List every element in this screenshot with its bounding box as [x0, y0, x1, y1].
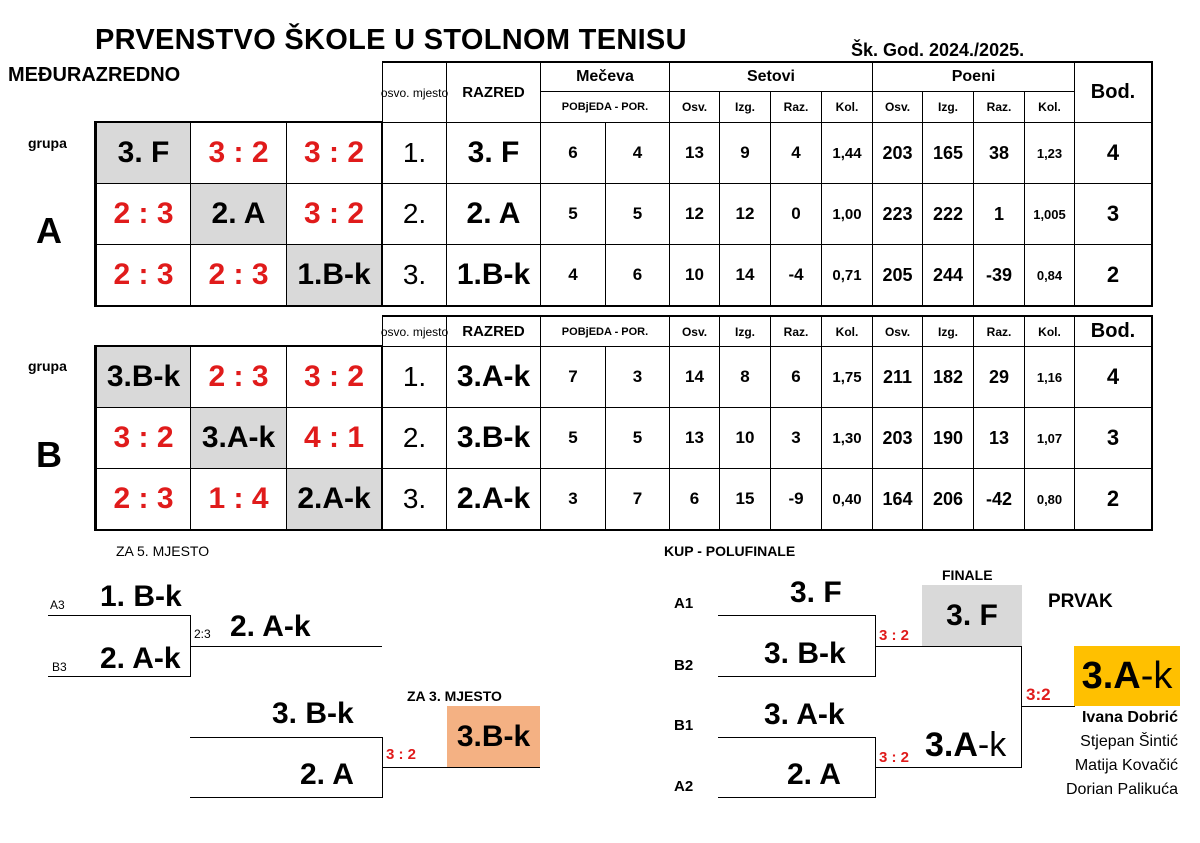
header-points-kol: Kol.: [1024, 316, 1075, 347]
matrix-b-top-border: [94, 345, 382, 347]
bracket-line: [190, 737, 383, 738]
cell-p-raz: 1: [973, 183, 1025, 245]
matrix-cell: 3 : 2: [96, 407, 191, 469]
cell-p-osv: 223: [872, 183, 923, 245]
cell-s-raz: -4: [770, 244, 822, 306]
cell-s-raz: 6: [770, 346, 822, 408]
champion-suffix: -k: [1140, 654, 1173, 697]
cell-s-izg: 8: [719, 346, 771, 408]
matrix-cell: 2 : 3: [96, 183, 191, 245]
champion-main: 3.A: [1081, 654, 1141, 697]
bracket-line: [190, 797, 383, 798]
table-a-bottom-border: [94, 305, 1153, 307]
header-sets-raz: Raz.: [770, 91, 822, 123]
cell-p-izg: 244: [922, 244, 974, 306]
cell-s-raz: 4: [770, 122, 822, 184]
header-points: Poeni: [872, 62, 1075, 92]
bracket-line: [48, 676, 191, 677]
cell-class: 3. F: [446, 122, 541, 184]
semi-winner: [925, 726, 1006, 765]
cell-bod: 3: [1074, 407, 1152, 469]
player-name: Dorian Palikuća: [1065, 781, 1178, 798]
header-points-izg: Izg.: [922, 91, 974, 123]
cell-lost: 5: [605, 407, 670, 469]
cell-won: 7: [540, 346, 606, 408]
header-sets-izg: Izg.: [719, 316, 771, 347]
final-score: 3:2: [1026, 685, 1051, 704]
cell-s-kol: 1,30: [821, 407, 873, 469]
bracket-team: 3. F: [790, 576, 842, 609]
matrix-b-left-border: [94, 345, 96, 531]
bracket-line: [718, 737, 876, 738]
matrix-cell: 1 : 4: [190, 468, 287, 530]
cell-p-raz: -39: [973, 244, 1025, 306]
cell-lost: 7: [605, 468, 670, 530]
cell-s-osv: 14: [669, 346, 720, 408]
table-b-right-border: [1151, 315, 1153, 531]
bracket-seed-label: B3: [52, 660, 67, 674]
cell-p-kol: 0,80: [1024, 468, 1075, 530]
bracket-team: 3. A-k: [764, 698, 845, 731]
cell-p-kol: 1,07: [1024, 407, 1075, 469]
header-sets-raz: Raz.: [770, 316, 822, 347]
cell-place: 1.: [382, 122, 447, 184]
cell-bod: 4: [1074, 346, 1152, 408]
bracket-score: 3 : 2: [879, 627, 910, 644]
cell-s-osv: 10: [669, 244, 720, 306]
cell-p-osv: 211: [872, 346, 923, 408]
semi-winner-main: 3.A: [925, 726, 978, 764]
cell-p-kol: 1,16: [1024, 346, 1075, 408]
cell-p-osv: 203: [872, 407, 923, 469]
cell-lost: 5: [605, 183, 670, 245]
cell-s-kol: 1,44: [821, 122, 873, 184]
final-team: 3. F: [922, 585, 1022, 646]
bracket-line: [718, 615, 876, 616]
header-points-osv: Osv.: [872, 91, 923, 123]
bracket-seed-label: A3: [50, 598, 65, 612]
bracket-line: [875, 767, 1021, 768]
cell-s-izg: 12: [719, 183, 771, 245]
page-title: PRVENSTVO ŠKOLE U STOLNOM TENISU: [95, 24, 687, 56]
table-b-top-border: [382, 315, 1153, 317]
matrix-cell: 3 : 2: [286, 183, 382, 245]
cell-s-raz: 3: [770, 407, 822, 469]
bracket-line: [190, 646, 382, 647]
cell-s-izg: 10: [719, 407, 771, 469]
cell-s-raz: 0: [770, 183, 822, 245]
cell-p-raz: 38: [973, 122, 1025, 184]
school-year: Šk. God. 2024./2025.: [851, 40, 1025, 60]
third-place-winner: 3.B-k: [447, 706, 540, 767]
cell-s-osv: 13: [669, 122, 720, 184]
matrix-a-top-border: [94, 121, 382, 123]
player-name: Ivana Dobrić: [1081, 709, 1178, 726]
matrix-cell: 2 : 3: [190, 346, 287, 408]
cell-class: 3.B-k: [446, 407, 541, 469]
group-b-letter: B: [36, 434, 62, 475]
header-sets-kol: Kol.: [821, 91, 873, 123]
champion-box: [1074, 646, 1180, 706]
cell-bod: 4: [1074, 122, 1152, 184]
matrix-cell: 2. A: [190, 183, 287, 245]
cell-s-izg: 15: [719, 468, 771, 530]
bracket-seed-label: A1: [674, 595, 694, 612]
bracket-team: 2. A: [787, 758, 841, 791]
header-points-kol: Kol.: [1024, 91, 1075, 123]
header-points-total: Bod.: [1074, 62, 1152, 123]
matrix-cell: 3.A-k: [190, 407, 287, 469]
bracket-line: [48, 615, 191, 616]
bracket-seed-label: B1: [674, 717, 694, 734]
third-place-title: ZA 3. MJESTO: [407, 688, 502, 704]
bracket-winner: 2. A-k: [230, 610, 311, 643]
matrix-cell: 3 : 2: [286, 122, 382, 184]
table-a-top-border: [382, 61, 1153, 63]
champion-title: PRVAK: [1048, 591, 1113, 612]
header-class: RAZRED: [446, 316, 541, 347]
cell-lost: 4: [605, 122, 670, 184]
cell-place: 3.: [382, 468, 447, 530]
header-points-raz: Raz.: [973, 316, 1025, 347]
cell-s-izg: 9: [719, 122, 771, 184]
cell-p-kol: 1,005: [1024, 183, 1075, 245]
cell-s-kol: 1,75: [821, 346, 873, 408]
header-points-raz: Raz.: [973, 91, 1025, 123]
header-points-izg: Izg.: [922, 316, 974, 347]
player-name: Matija Kovačić: [1074, 757, 1178, 774]
cell-place: 1.: [382, 346, 447, 408]
matrix-cell: 2.A-k: [286, 468, 382, 530]
cell-p-kol: 0,84: [1024, 244, 1075, 306]
header-matches-sub: POBjEDA - POR.: [540, 316, 670, 347]
header-sets-osv: Osv.: [669, 316, 720, 347]
cell-s-kol: 0,71: [821, 244, 873, 306]
matrix-cell: 2 : 3: [190, 244, 287, 306]
header-sets-kol: Kol.: [821, 316, 873, 347]
cell-won: 4: [540, 244, 606, 306]
header-points-total: Bod.: [1074, 316, 1152, 347]
cell-p-izg: 222: [922, 183, 974, 245]
matrix-cell: 1.B-k: [286, 244, 382, 306]
bracket-line: [875, 646, 1021, 647]
header-place: osvo. mjesto: [382, 62, 447, 123]
bracket-team: 2. A: [300, 758, 354, 791]
cell-class: 2. A: [446, 183, 541, 245]
cell-p-izg: 182: [922, 346, 974, 408]
matrix-cell: 2 : 3: [96, 244, 191, 306]
cell-won: 3: [540, 468, 606, 530]
bracket-score: 3 : 2: [879, 749, 910, 766]
final-title: FINALE: [942, 567, 993, 583]
cell-p-osv: 205: [872, 244, 923, 306]
cell-p-kol: 1,23: [1024, 122, 1075, 184]
cell-won: 5: [540, 183, 606, 245]
header-place: osvo. mjesto: [382, 316, 447, 347]
matrix-cell: 4 : 1: [286, 407, 382, 469]
cell-class: 1.B-k: [446, 244, 541, 306]
header-sets-osv: Osv.: [669, 91, 720, 123]
cell-place: 2.: [382, 183, 447, 245]
player-name: Stjepan Šintić: [1080, 733, 1178, 750]
header-class: RAZRED: [446, 62, 541, 123]
cell-lost: 3: [605, 346, 670, 408]
cell-bod: 2: [1074, 468, 1152, 530]
matrix-a-left-border: [94, 121, 96, 307]
group-b-label: grupa: [28, 358, 67, 374]
bracket-team: 2. A-k: [100, 642, 181, 675]
header-sets-izg: Izg.: [719, 91, 771, 123]
group-a-label: grupa: [28, 135, 67, 151]
bracket-team: 1. B-k: [100, 580, 182, 613]
champion-players: [1040, 706, 1178, 802]
header-points-osv: Osv.: [872, 316, 923, 347]
table-a-right-border: [1151, 61, 1153, 307]
bracket-score: 3 : 2: [386, 746, 417, 763]
group-a-letter: A: [36, 210, 62, 251]
header-sets: Setovi: [669, 62, 873, 92]
matrix-cell: 3. F: [96, 122, 191, 184]
page-subtitle: MEĐURAZREDNO: [8, 64, 181, 86]
cell-s-osv: 12: [669, 183, 720, 245]
bracket-line: [718, 797, 876, 798]
cell-p-raz: 13: [973, 407, 1025, 469]
bracket-line: [382, 767, 540, 768]
bracket-score: 2:3: [194, 627, 211, 641]
cup-title: KUP - POLUFINALE: [664, 543, 796, 559]
cell-s-kol: 0,40: [821, 468, 873, 530]
bracket-seed-label: A2: [674, 778, 694, 795]
cell-s-osv: 13: [669, 407, 720, 469]
cell-place: 3.: [382, 244, 447, 306]
cell-lost: 6: [605, 244, 670, 306]
header-matches-sub: POBjEDA - POR.: [540, 91, 670, 123]
bracket-line: [1021, 646, 1022, 768]
cell-won: 5: [540, 407, 606, 469]
cell-class: 3.A-k: [446, 346, 541, 408]
cell-s-kol: 1,00: [821, 183, 873, 245]
fifth-place-title: ZA 5. MJESTO: [116, 543, 210, 559]
bracket-team: 3. B-k: [764, 637, 846, 670]
cell-p-osv: 164: [872, 468, 923, 530]
cell-p-izg: 206: [922, 468, 974, 530]
cell-p-izg: 165: [922, 122, 974, 184]
bracket-team: 3. B-k: [272, 697, 354, 730]
cell-class: 2.A-k: [446, 468, 541, 530]
matrix-cell: 2 : 3: [96, 468, 191, 530]
cell-s-raz: -9: [770, 468, 822, 530]
semi-winner-suffix: -k: [977, 726, 1007, 764]
matrix-cell: 3 : 2: [286, 346, 382, 408]
matrix-cell: 3.B-k: [96, 346, 191, 408]
cell-place: 2.: [382, 407, 447, 469]
cell-won: 6: [540, 122, 606, 184]
cell-s-izg: 14: [719, 244, 771, 306]
bracket-seed-label: B2: [674, 657, 694, 674]
bracket-line: [718, 676, 876, 677]
header-matches: Mečeva: [540, 62, 670, 92]
cell-bod: 2: [1074, 244, 1152, 306]
cell-p-raz: 29: [973, 346, 1025, 408]
cell-p-osv: 203: [872, 122, 923, 184]
table-b-bottom-border: [94, 529, 1153, 531]
cell-s-osv: 6: [669, 468, 720, 530]
cell-p-raz: -42: [973, 468, 1025, 530]
cell-p-izg: 190: [922, 407, 974, 469]
cell-bod: 3: [1074, 183, 1152, 245]
matrix-cell: 3 : 2: [190, 122, 287, 184]
